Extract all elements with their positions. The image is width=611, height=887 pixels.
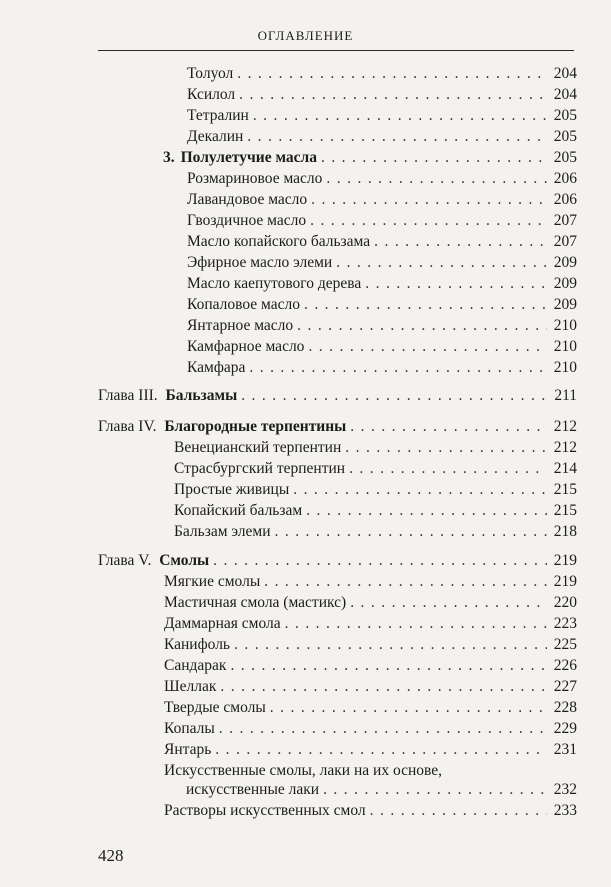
toc-entry[interactable] xyxy=(187,337,577,356)
toc-entry[interactable] xyxy=(164,801,577,820)
entry-page: 214 xyxy=(553,460,577,477)
leader-dots xyxy=(285,614,547,633)
entry-page: 225 xyxy=(553,636,577,653)
toc-entry[interactable] xyxy=(164,656,577,675)
entry-title: Янтарное масло xyxy=(187,317,294,334)
entry-page: 223 xyxy=(553,615,577,632)
toc-entry[interactable] xyxy=(164,677,577,696)
toc-entry[interactable] xyxy=(187,295,577,314)
entry-title: Копаловое масло xyxy=(187,296,300,313)
entry-page: 231 xyxy=(553,741,577,758)
entry-page: 215 xyxy=(553,502,577,519)
entry-page: 228 xyxy=(553,699,577,716)
toc-entry[interactable] xyxy=(187,190,577,209)
leader-dots xyxy=(308,337,547,356)
entry-title-line2: искусственные лаки xyxy=(186,781,320,798)
toc-entry[interactable] xyxy=(174,459,577,478)
entry-title: Сандарак xyxy=(164,657,227,674)
entry-title: Полулетучие масла xyxy=(180,149,317,166)
leader-dots xyxy=(350,417,547,436)
entry-title: Тетралин xyxy=(187,107,249,124)
leader-dots xyxy=(264,572,547,591)
toc-chapter-entry[interactable] xyxy=(98,417,577,436)
chapter-label: Глава V. xyxy=(98,552,152,569)
entry-page: 233 xyxy=(553,802,577,819)
leader-dots xyxy=(350,593,547,612)
entry-title: Бальзам элеми xyxy=(174,523,271,540)
leader-dots xyxy=(219,719,547,738)
entry-title: Канифоль xyxy=(164,636,230,653)
entry-page: 211 xyxy=(554,387,577,404)
entry-page: 212 xyxy=(553,418,577,435)
entry-title: Масло каепутового дерева xyxy=(187,275,362,292)
leader-dots xyxy=(213,551,547,570)
toc-entry[interactable] xyxy=(187,64,577,83)
toc-entry[interactable] xyxy=(174,522,577,541)
leader-dots xyxy=(311,190,547,209)
toc-entry[interactable] xyxy=(187,169,577,188)
entry-title: Бальзамы xyxy=(165,387,238,404)
entry-title: Масло копайского бальзама xyxy=(187,233,371,250)
toc-section-entry[interactable] xyxy=(163,148,577,167)
entry-title: Даммарная смола xyxy=(164,615,281,632)
leader-dots xyxy=(237,64,547,83)
leader-dots xyxy=(230,656,547,675)
leader-dots xyxy=(293,480,547,499)
toc-entry[interactable] xyxy=(187,274,577,293)
page-header: ОГЛАВЛЕНИЕ xyxy=(257,28,354,43)
entry-title: Янтарь xyxy=(164,741,212,758)
toc-entry[interactable] xyxy=(164,635,577,654)
toc-chapter-entry[interactable] xyxy=(98,551,577,570)
entry-page: 204 xyxy=(553,86,577,103)
toc-entry[interactable] xyxy=(164,593,577,612)
leader-dots xyxy=(275,522,548,541)
leader-dots xyxy=(220,677,547,696)
leader-dots xyxy=(270,698,547,717)
leader-dots xyxy=(247,127,547,146)
toc-entry[interactable] xyxy=(186,780,577,799)
entry-page: 218 xyxy=(553,523,577,540)
entry-title: Простые живицы xyxy=(174,481,290,498)
entry-title: Декалин xyxy=(187,128,244,145)
chapter-label: Глава III. xyxy=(98,387,158,404)
leader-dots xyxy=(241,386,547,405)
entry-page: 205 xyxy=(553,128,577,145)
entry-page: 206 xyxy=(553,170,577,187)
entry-title: Венецианский терпентин xyxy=(174,439,342,456)
toc-entry[interactable] xyxy=(164,719,577,738)
leader-dots xyxy=(306,501,547,520)
toc-entry[interactable] xyxy=(187,85,577,104)
entry-page: 209 xyxy=(553,296,577,313)
entry-page: 219 xyxy=(553,552,577,569)
entry-page: 226 xyxy=(553,657,577,674)
toc-entry[interactable] xyxy=(174,438,577,457)
entry-title: Мягкие смолы xyxy=(164,573,261,590)
leader-dots xyxy=(304,295,547,314)
entry-title: Мастичная смола (мастикс) xyxy=(164,594,347,611)
leader-dots xyxy=(253,106,547,125)
entry-title: Копалы xyxy=(164,720,215,737)
toc-entry[interactable] xyxy=(187,316,577,335)
entry-page: 219 xyxy=(553,573,577,590)
entry-title: Камфара xyxy=(187,359,246,376)
entry-page: 215 xyxy=(553,481,577,498)
toc-entry[interactable] xyxy=(174,501,577,520)
toc-entry[interactable] xyxy=(164,614,577,633)
leader-dots xyxy=(326,169,547,188)
entry-title: Камфарное масло xyxy=(187,338,305,355)
entry-page: 210 xyxy=(553,317,577,334)
entry-page: 212 xyxy=(553,439,577,456)
entry-title: Смолы xyxy=(159,552,210,569)
leader-dots xyxy=(365,274,547,293)
entry-page: 207 xyxy=(553,212,577,229)
section-number: 3. xyxy=(163,149,175,166)
entry-page: 205 xyxy=(553,107,577,124)
leader-dots xyxy=(374,232,547,251)
toc-chapter-entry[interactable] xyxy=(98,386,577,405)
entry-page: 205 xyxy=(553,149,577,166)
entry-title: Благородные терпентины xyxy=(164,418,347,435)
leader-dots xyxy=(215,740,547,759)
toc-entry[interactable] xyxy=(187,358,577,377)
leader-dots xyxy=(234,635,547,654)
entry-title: Толуол xyxy=(187,65,234,82)
toc-entry[interactable] xyxy=(164,740,577,759)
entry-title-line1[interactable]: Искусственные смолы, лаки на их основе, xyxy=(164,762,442,779)
leader-dots xyxy=(370,801,547,820)
chapter-label: Глава IV. xyxy=(98,418,157,435)
toc-entry[interactable] xyxy=(187,127,577,146)
entry-page: 220 xyxy=(553,594,577,611)
entry-title: Ксилол xyxy=(187,86,236,103)
entry-title: Твердые смолы xyxy=(164,699,266,716)
entry-title: Гвоздичное масло xyxy=(187,212,307,229)
leader-dots xyxy=(336,253,547,272)
entry-page: 227 xyxy=(553,678,577,695)
entry-page: 210 xyxy=(553,359,577,376)
entry-title: Копайский бальзам xyxy=(174,502,303,519)
entry-page: 204 xyxy=(553,65,577,82)
toc-entry[interactable] xyxy=(187,253,577,272)
entry-page: 206 xyxy=(553,191,577,208)
page-number: 428 xyxy=(98,846,124,865)
entry-title: Лавандовое масло xyxy=(187,191,308,208)
entry-page: 232 xyxy=(553,781,577,798)
leader-dots xyxy=(249,358,547,377)
entry-page: 209 xyxy=(553,254,577,271)
entry-page: 229 xyxy=(553,720,577,737)
leader-dots xyxy=(297,316,547,335)
toc-entry[interactable] xyxy=(187,232,577,251)
entry-title: Растворы искусственных смол xyxy=(164,802,366,819)
leader-dots xyxy=(323,780,547,799)
toc-entry[interactable] xyxy=(164,698,577,717)
toc-entry[interactable] xyxy=(187,211,577,230)
leader-dots xyxy=(239,85,547,104)
leader-dots xyxy=(321,148,547,167)
entry-page: 207 xyxy=(553,233,577,250)
entry-title: Эфирное масло элеми xyxy=(187,254,333,271)
toc-entry[interactable] xyxy=(174,480,577,499)
leader-dots xyxy=(310,211,547,230)
entry-page: 209 xyxy=(553,275,577,292)
entry-title: Шеллак xyxy=(164,678,217,695)
entry-page: 210 xyxy=(553,338,577,355)
toc-entry[interactable] xyxy=(164,572,577,591)
entry-title: Розмариновое масло xyxy=(187,170,323,187)
leader-dots xyxy=(345,438,547,457)
toc-entry[interactable] xyxy=(187,106,577,125)
leader-dots xyxy=(349,459,547,478)
entry-title: Страсбургский терпентин xyxy=(174,460,346,477)
